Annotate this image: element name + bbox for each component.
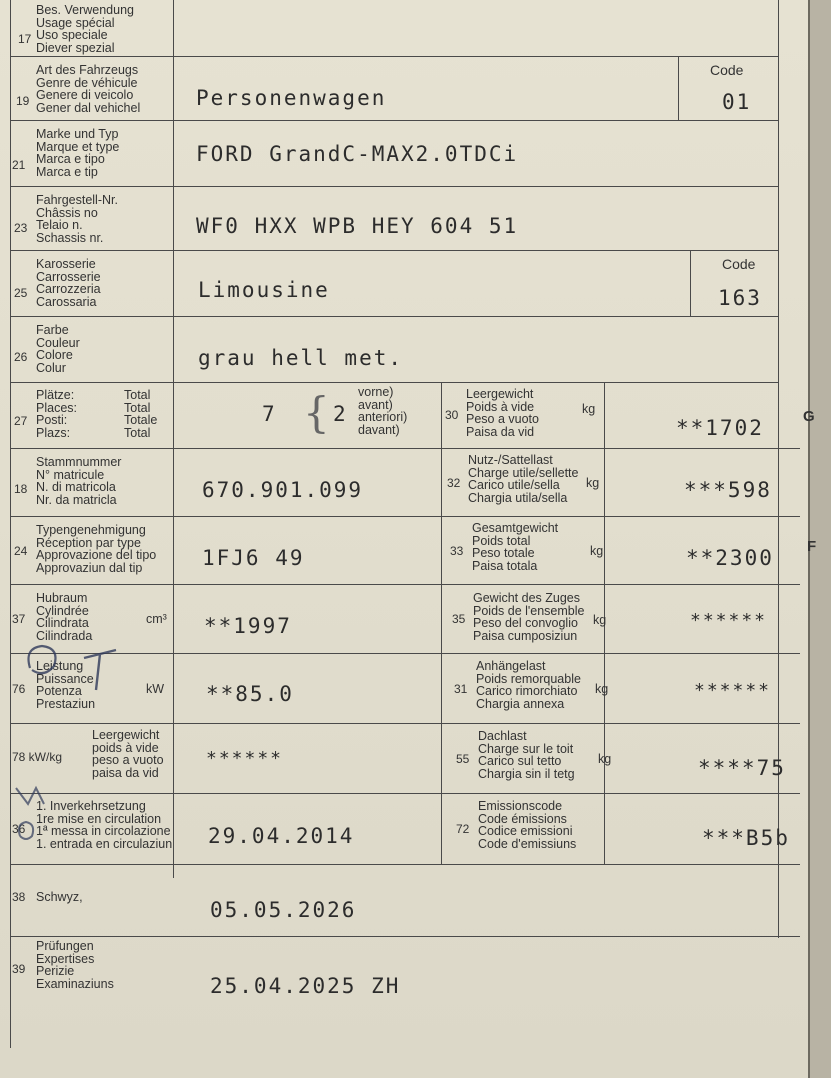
field-label-36: 1. Inverkehrsetzung 1re mise en circulation 1ª messa in circolazione 1. entrada en circulaziun <box>36 799 173 851</box>
field-number-23: 23 <box>14 221 28 235</box>
unit-33: kg <box>590 544 604 558</box>
unit-31: kg <box>595 682 609 696</box>
frame-right-line <box>778 0 779 938</box>
field-number-76: 76 <box>12 682 26 696</box>
chassis-number-value: WF0 HXX WPB HEY 604 51 <box>196 214 519 238</box>
field-label-27: Plätze: Places: Posti: Plazs: <box>36 388 77 440</box>
field-label-31: Anhängelast Poids remorquable Carico rimorchiato Chargia annexa <box>476 659 581 711</box>
issue-date-value: 05.05.2026 <box>210 898 357 922</box>
field-label-21: Marke und Typ Marque et type Marca e tipo Marca e tip <box>36 127 120 179</box>
unit-32: kg <box>586 476 600 490</box>
field-number-39: 39 <box>12 962 26 976</box>
field-number-19: 19 <box>16 94 30 108</box>
field-label-17: Bes. Verwendung Usage spécial Uso speciale Diever spezial <box>36 3 134 55</box>
vehicle-type-code: 01 <box>722 90 752 114</box>
unit-35: kg <box>593 613 607 627</box>
row-line <box>10 584 800 585</box>
row-line <box>10 250 778 251</box>
code-box-25-divider <box>690 250 691 316</box>
seats-brace: { <box>303 388 330 437</box>
row-line <box>10 56 778 57</box>
field-label-76: Leistung Puissance Potenza Prestaziun <box>36 659 96 711</box>
code-box-19-divider <box>678 56 679 120</box>
frame-left-line <box>10 0 11 1048</box>
field-number-36: 36 <box>12 822 26 836</box>
label-column-divider <box>173 0 174 878</box>
field-number-33: 33 <box>450 544 464 558</box>
field-number-21: 21 <box>12 158 26 172</box>
field-label-23: Fahrgestell-Nr. Châssis no Telaio n. Schassis nr. <box>36 193 118 245</box>
field-label-72: Emissionscode Code émissions Codice emissioni Code d'emissiuns <box>478 799 577 851</box>
towing-load-value: ****** <box>694 680 772 701</box>
field-label-35: Gewicht des Zuges Poids de l'ensemble Peso del convoglio Paisa cumposiziun <box>473 591 585 643</box>
inspection-value: 25.04.2025 ZH <box>210 974 401 998</box>
seats-front-value: 2 <box>333 402 348 426</box>
field-number-31: 31 <box>454 682 468 696</box>
unit-55: kg <box>598 752 612 766</box>
field-number-26: 26 <box>14 350 28 364</box>
field-label-39: Prüfungen Expertises Perizie Examinaziuns <box>36 939 114 991</box>
row-line <box>10 516 800 517</box>
body-type-value: Limousine <box>198 278 330 302</box>
field-number-55: 55 <box>456 752 470 766</box>
seats-front-label: vorne) avant) anteriori) davant) <box>358 385 408 437</box>
first-registration-value: 29.04.2014 <box>208 824 355 848</box>
type-approval-value: 1FJ6 49 <box>202 546 305 570</box>
field-label-25: Karosserie Carrosserie Carrozzeria Carossaria <box>36 257 101 309</box>
payload-value: ***598 <box>684 478 772 502</box>
master-number-value: 670.901.099 <box>202 478 364 502</box>
row-line <box>10 448 800 449</box>
code-label-19: Code <box>710 62 744 78</box>
field-number-38: 38 <box>12 890 26 904</box>
row-line <box>10 120 778 121</box>
power-to-weight-value: ****** <box>206 748 284 769</box>
row-line <box>10 316 778 317</box>
field-label-30: Leergewicht Poids à vide Peso a vuoto Paisa da vid <box>466 387 539 439</box>
roof-load-value: ****75 <box>698 756 786 780</box>
field-number-25: 25 <box>14 286 28 300</box>
field-label-27-total: Total Total Totale Total <box>124 388 158 440</box>
seats-total-value: 7 <box>262 402 277 426</box>
color-value: grau hell met. <box>198 346 404 370</box>
field-number-78: 78 kW/kg <box>12 750 63 764</box>
displacement-value: **1997 <box>204 614 292 638</box>
middle-column-divider <box>441 382 442 864</box>
total-weight-value: **2300 <box>686 546 774 570</box>
power-value: **85.0 <box>206 682 294 706</box>
row-line <box>10 864 800 865</box>
body-type-code: 163 <box>718 286 762 310</box>
make-model-value: FORD GrandC-MAX2.0TDCi <box>196 142 519 166</box>
field-label-32: Nutz-/Sattellast Charge utile/sellette Carico utile/sella Chargia utila/sella <box>468 453 579 505</box>
margin-letter-f: F <box>807 538 817 555</box>
field-label-26: Farbe Couleur Colore Colur <box>36 323 80 375</box>
field-label-24: Typengenehmigung Réception par type Approvazione del tipo Approvaziun dal tip <box>36 523 157 575</box>
field-number-37: 37 <box>12 612 26 626</box>
field-label-38: Schwyz, <box>36 890 83 904</box>
field-number-27: 27 <box>14 414 28 428</box>
emission-code-value: ***B5b <box>702 826 790 850</box>
row-line <box>10 936 800 937</box>
field-label-78: Leergewicht poids à vide peso a vuoto paisa da vid <box>92 728 164 780</box>
field-label-55: Dachlast Charge sur le toit Carico sul tetto Chargia sin il tetg <box>478 729 575 781</box>
code-label-25: Code <box>722 256 756 272</box>
unit-30: kg <box>582 402 596 416</box>
field-label-18: Stammnummer N° matricule N. di matricola Nr. da matricla <box>36 455 122 507</box>
empty-weight-value: **1702 <box>676 416 764 440</box>
row-line <box>10 382 778 383</box>
unit-76: kW <box>146 682 165 696</box>
field-label-37: Hubraum Cylindrée Cilindrata Cilindrada <box>36 591 93 643</box>
train-weight-value: ****** <box>690 610 768 631</box>
field-number-18: 18 <box>14 482 28 496</box>
field-label-19: Art des Fahrzeugs Genre de véhicule Genere di veicolo Gener dal vehichel <box>36 63 141 115</box>
field-number-30: 30 <box>445 408 459 422</box>
handwritten-marks <box>14 628 144 858</box>
unit-37: cm³ <box>146 612 167 626</box>
field-number-24: 24 <box>14 544 28 558</box>
field-label-33: Gesamtgewicht Poids total Peso totale Paisa totala <box>472 521 559 573</box>
vehicle-type-value: Personenwagen <box>196 86 387 110</box>
field-number-35: 35 <box>452 612 466 626</box>
field-number-32: 32 <box>447 476 461 490</box>
row-line <box>10 186 778 187</box>
field-number-72: 72 <box>456 822 470 836</box>
field-number-17: 17 <box>18 32 32 46</box>
margin-letter-g: G <box>803 408 815 425</box>
